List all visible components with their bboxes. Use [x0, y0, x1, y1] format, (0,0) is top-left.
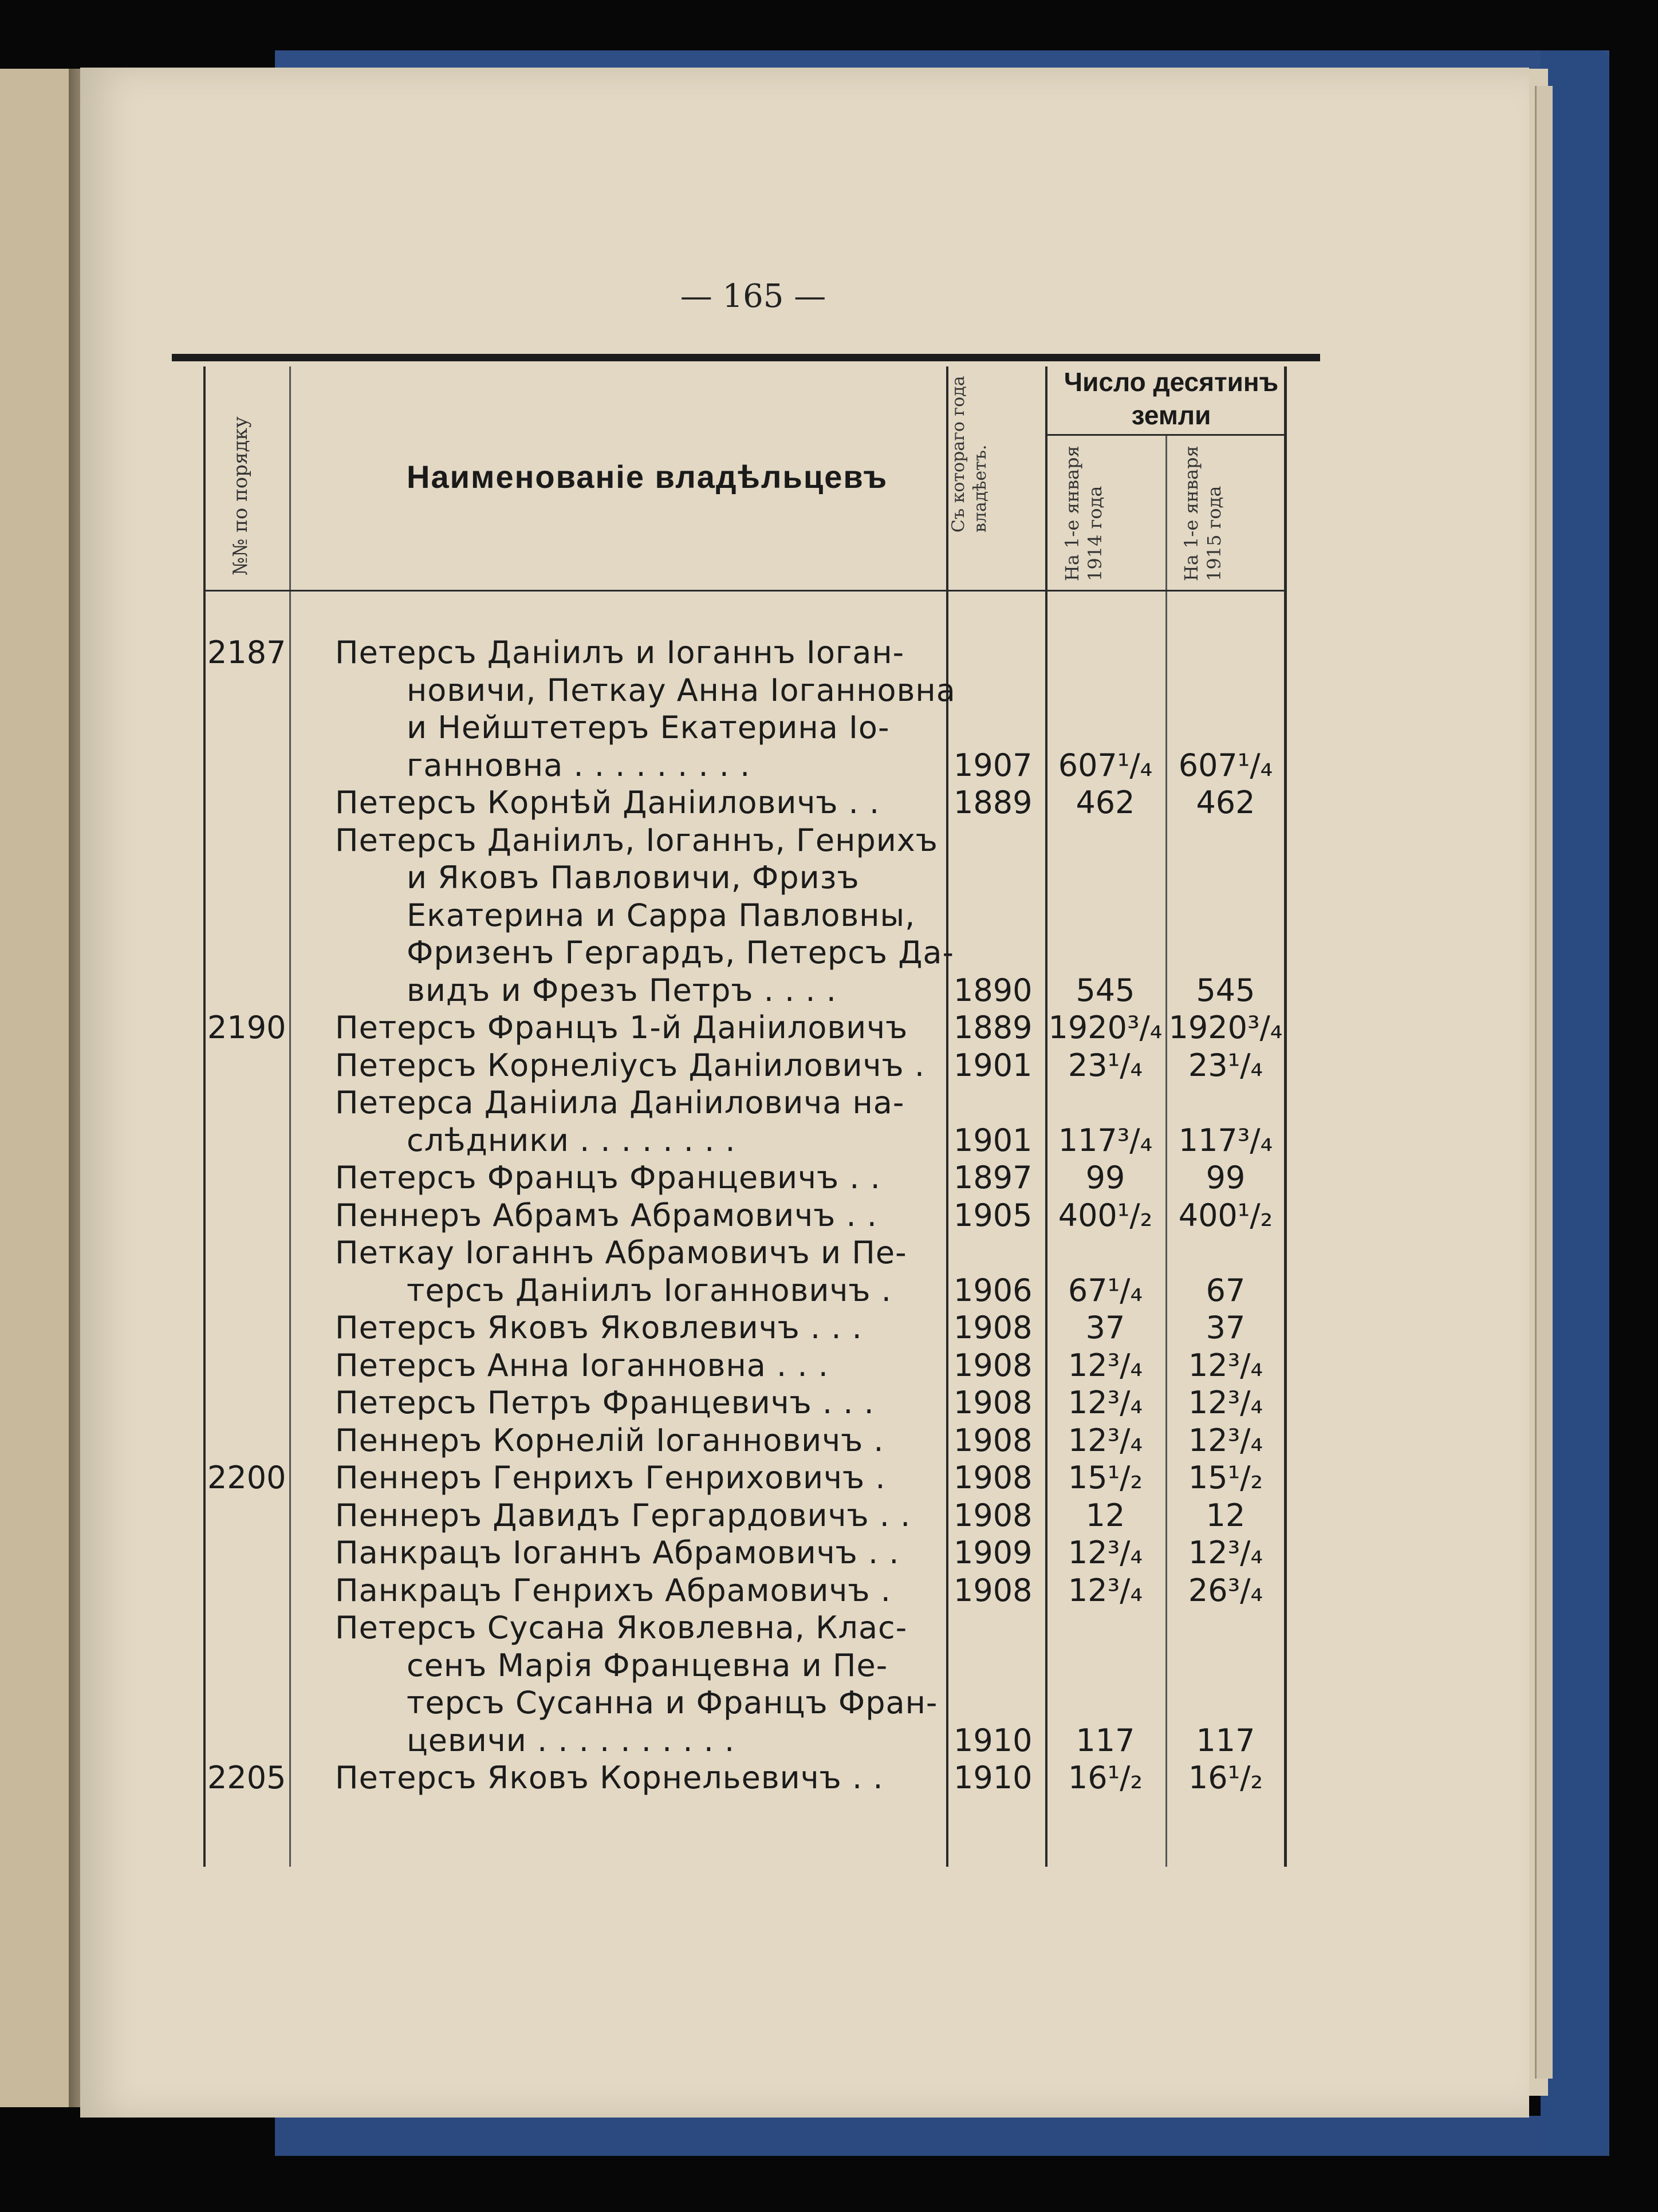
owner-name-line: видъ и Фрезъ Петръ . . . . [407, 972, 837, 1008]
year-acquired: 1905 [954, 1197, 1033, 1233]
land-1914: 16¹/₂ [1068, 1760, 1143, 1796]
col-divider-1914 [1165, 435, 1167, 1867]
owner-name-line: Петерса Даніила Даніиловича на- [335, 1085, 905, 1121]
year-acquired: 1908 [954, 1347, 1033, 1383]
col-divider-year [1045, 366, 1047, 1867]
year-acquired: 1897 [954, 1160, 1033, 1196]
year-acquired: 1889 [954, 784, 1033, 821]
year-acquired: 1901 [954, 1122, 1033, 1158]
col-divider-name [946, 366, 948, 1867]
owner-name-line: Панкрацъ Генрихъ Абрамовичъ . [335, 1572, 891, 1608]
owner-name-line: Пеннеръ Давидъ Гергардовичъ . . [335, 1497, 911, 1533]
owner-name-line: Пеннеръ Корнелій Іоганновичъ . [335, 1422, 884, 1458]
year-acquired: 1908 [954, 1572, 1033, 1608]
year-acquired: 1908 [954, 1422, 1033, 1458]
land-1914: 1920³/₄ [1048, 1010, 1163, 1046]
land-1914: 545 [1076, 972, 1135, 1008]
land-1915: 15¹/₂ [1188, 1460, 1263, 1496]
land-1915: 117³/₄ [1178, 1122, 1273, 1158]
land-1915: 23¹/₄ [1188, 1047, 1263, 1083]
year-acquired: 1906 [954, 1272, 1033, 1308]
land-group-rule [1045, 434, 1286, 436]
land-1914: 12³/₄ [1068, 1422, 1143, 1458]
owner-name-line: Петерсъ Даніилъ, Іоганнъ, Генрихъ [335, 822, 938, 858]
land-1914: 37 [1085, 1310, 1125, 1346]
land-1914: 462 [1076, 784, 1135, 821]
land-1915: 607¹/₄ [1178, 747, 1273, 783]
land-1914: 117 [1076, 1722, 1135, 1758]
header-bottom-rule [203, 590, 1286, 592]
year-acquired: 1908 [954, 1385, 1033, 1421]
land-1915: 16¹/₂ [1188, 1760, 1263, 1796]
owner-name-line: ганновна . . . . . . . . . [407, 747, 751, 783]
land-1914: 12³/₄ [1068, 1347, 1143, 1383]
cover-edge-bottom [275, 2116, 1609, 2156]
header-number-col: №№ по порядку [229, 416, 252, 575]
owner-name-line: Петкау Іоганнъ Абрамовичъ и Пе- [335, 1235, 907, 1271]
owner-name-line: терсъ Сусанна и Францъ Фран- [407, 1685, 938, 1721]
year-acquired: 1901 [954, 1047, 1033, 1083]
year-acquired: 1889 [954, 1010, 1033, 1046]
owner-name-line: Екатерина и Сарра Павловны, [407, 897, 916, 933]
land-1915: 26³/₄ [1188, 1572, 1263, 1608]
land-1915: 12³/₄ [1188, 1422, 1263, 1458]
land-1915: 12³/₄ [1188, 1347, 1263, 1383]
page-number: — 165 — [680, 278, 826, 315]
owner-name-line: Петерсъ Анна Іоганновна . . . [335, 1347, 829, 1383]
owner-name-line: терсъ Даніилъ Іоганновичъ . [407, 1272, 892, 1308]
owner-name-line: Петерсъ Францъ Францевичъ . . [335, 1160, 881, 1196]
header-since-col: Съ котораго года владѣетъ. [948, 376, 990, 533]
land-1914: 12³/₄ [1068, 1535, 1143, 1571]
owner-name-line: и Яковъ Павловичи, Фризъ [407, 859, 860, 896]
land-1915: 462 [1196, 784, 1255, 821]
owner-name-line: Петерсъ Даніилъ и Іоганнъ Іоган- [335, 634, 905, 671]
owner-name-line: Петерсъ Петръ Францевичъ . . . [335, 1385, 875, 1421]
land-1914: 12³/₄ [1068, 1385, 1143, 1421]
owner-name-line: Петерсъ Яковъ Корнельевичъ . . [335, 1760, 884, 1796]
land-1914: 15¹/₂ [1068, 1460, 1143, 1496]
land-1914: 117³/₄ [1058, 1122, 1153, 1158]
col-divider-number [289, 366, 291, 1867]
land-1914: 23¹/₄ [1068, 1047, 1143, 1083]
row-number: 2190 [207, 1010, 286, 1046]
header-name-col: Наименованіе владѣльцевъ [407, 459, 888, 495]
year-acquired: 1910 [954, 1722, 1033, 1758]
year-acquired: 1890 [954, 972, 1033, 1008]
row-number: 2187 [207, 634, 286, 671]
owner-name-line: Петерсъ Корнѣй Даніиловичъ . . [335, 784, 880, 821]
table-left-border [203, 366, 206, 1867]
year-acquired: 1908 [954, 1310, 1033, 1346]
year-acquired: 1909 [954, 1535, 1033, 1571]
owner-name-line: Петерсъ Францъ 1-й Даніиловичъ [335, 1010, 908, 1046]
land-1914: 12³/₄ [1068, 1572, 1143, 1608]
owner-name-line: Фризенъ Гергардъ, Петерсъ Да- [407, 935, 954, 971]
land-1915: 12³/₄ [1188, 1385, 1263, 1421]
owner-name-line: Панкрацъ Іоганнъ Абрамовичъ . . [335, 1535, 900, 1571]
page-edges-inner [1535, 86, 1553, 2079]
table-top-rule [172, 354, 1320, 361]
owner-name-line: новичи, Петкау Анна Іоганновна [407, 672, 956, 708]
land-1915: 99 [1206, 1160, 1246, 1196]
land-1914: 67¹/₄ [1068, 1272, 1143, 1308]
land-1915: 545 [1196, 972, 1255, 1008]
land-1915: 12 [1206, 1497, 1246, 1533]
owner-name-line: и Нейштетеръ Екатерина Іо- [407, 709, 890, 746]
land-1915: 1920³/₄ [1168, 1010, 1283, 1046]
land-1914: 99 [1085, 1160, 1125, 1196]
header-land-1915: На 1-е января 1915 года [1180, 445, 1225, 581]
land-1915: 12³/₄ [1188, 1535, 1263, 1571]
year-acquired: 1908 [954, 1497, 1033, 1533]
row-number: 2205 [207, 1760, 286, 1796]
year-acquired: 1910 [954, 1760, 1033, 1796]
left-facing-page [0, 69, 77, 2107]
owner-name-line: Пеннеръ Абрамъ Абрамовичъ . . [335, 1197, 877, 1233]
year-acquired: 1908 [954, 1460, 1033, 1496]
land-1915: 117 [1196, 1722, 1255, 1758]
land-1914: 400¹/₂ [1058, 1197, 1153, 1233]
header-land-group: Число десятинъ земли [1064, 367, 1279, 430]
land-1914: 12 [1085, 1497, 1125, 1533]
owner-name-line: Петерсъ Яковъ Яковлевичъ . . . [335, 1310, 863, 1346]
owner-name-line: Пеннеръ Генрихъ Генриховичъ . [335, 1460, 886, 1496]
owner-name-line: слѣдники . . . . . . . . [407, 1122, 736, 1158]
table-right-border [1284, 366, 1287, 1867]
land-1915: 37 [1206, 1310, 1246, 1346]
year-acquired: 1907 [954, 747, 1033, 783]
header-land-1914: На 1-е января 1914 года [1061, 445, 1106, 581]
owner-name-line: цевичи . . . . . . . . . . [407, 1722, 735, 1758]
land-1914: 607¹/₄ [1058, 747, 1153, 783]
owner-name-line: сенъ Марія Францевна и Пе- [407, 1647, 888, 1683]
land-1915: 400¹/₂ [1178, 1197, 1273, 1233]
owner-name-line: Петерсъ Корнеліусъ Даніиловичъ . [335, 1047, 925, 1083]
land-1915: 67 [1206, 1272, 1246, 1308]
row-number: 2200 [207, 1460, 286, 1496]
owner-name-line: Петерсъ Сусана Яковлевна, Клас- [335, 1610, 908, 1646]
